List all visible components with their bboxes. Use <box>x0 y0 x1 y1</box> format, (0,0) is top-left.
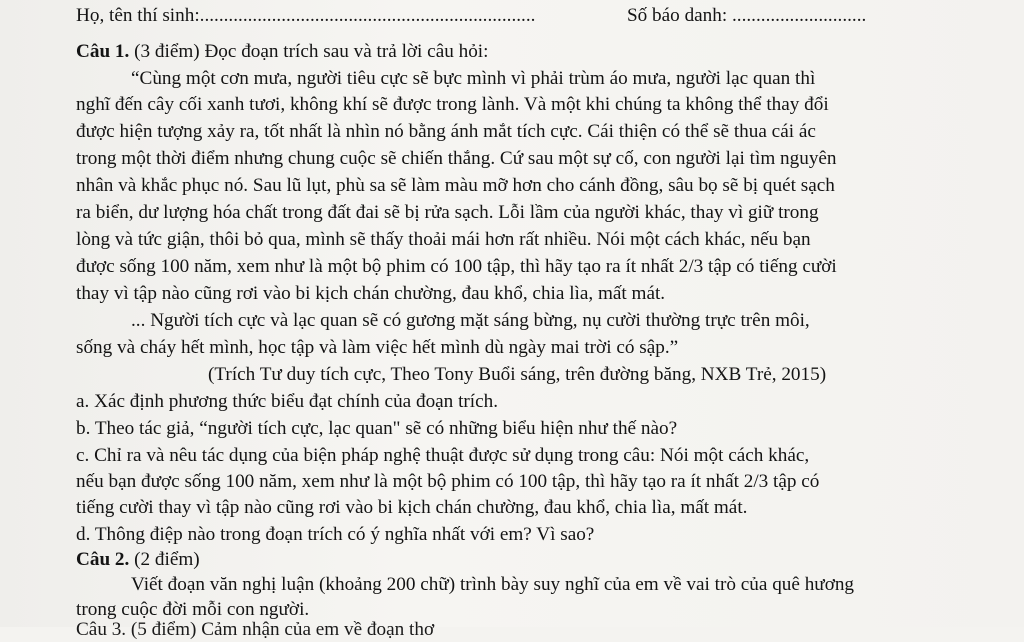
passage-line: “Cùng một cơn mưa, người tiêu cực sẽ bực mình vì phải trùm áo mưa, người lạc quan thì <box>131 68 816 89</box>
q1-label: Câu 1. <box>76 41 130 62</box>
q2-heading <box>76 548 200 572</box>
passage-line: nhân và khắc phục nó. Sau lũ lụt, phù sa sẽ làm màu mỡ hơn cho cánh đồng, sâu bọ sẽ bị quét sạch <box>76 175 835 196</box>
question-item-c-cont: nếu bạn được sống 100 năm, xem như là một bộ phim có 100 tập, thì hãy tạo ra ít nhất 2/3 tập có <box>76 471 820 492</box>
question-item-c-cont: tiếng cười thay vì tập nào cũng rơi vào bi kịch chán chường, đau khổ, chia lìa, mất mát. <box>76 497 748 518</box>
passage-source: (Trích Tư duy tích cực, Theo Tony Buổi sáng, trên đường băng, NXB Trẻ, 2015) <box>208 364 827 385</box>
candidate-name-field: Họ, tên thí sinh:...................................................................... <box>76 5 536 26</box>
q1-heading <box>76 40 488 64</box>
passage-line: nghĩ đến cây cối xanh tươi, không khí sẽ được trong lành. Và một khi chúng ta không thể thay đổi <box>76 94 829 115</box>
candidate-id-field: Số báo danh: ............................ <box>627 5 867 26</box>
q2-points: (2 điểm) <box>129 549 200 570</box>
q3-partial-line: Câu 3. (5 điểm) Cảm nhận của em về đoạn thơ <box>76 619 435 640</box>
q1-intro: (3 điểm) Đọc đoạn trích sau và trả lời câu hỏi: <box>129 41 489 62</box>
question-item-c: c. Chỉ ra và nêu tác dụng của biện pháp nghệ thuật được sử dụng trong câu: Nói một cách khác, <box>76 445 810 466</box>
passage-line: thay vì tập nào cũng rơi vào bi kịch chán chường, đau khổ, chia lìa, mất mát. <box>76 283 666 304</box>
question-item-d: d. Thông điệp nào trong đoạn trích có ý nghĩa nhất với em? Vì sao? <box>76 524 595 545</box>
question-item-b: b. Theo tác giả, “người tích cực, lạc quan" sẽ có những biểu hiện như thế nào? <box>76 418 678 439</box>
question-item-a: a. Xác định phương thức biểu đạt chính của đoạn trích. <box>76 391 499 412</box>
passage-line: được sống 100 năm, xem như là một bộ phim có 100 tập, thì hãy tạo ra ít nhất 2/3 tập có tiếng cười <box>76 256 837 277</box>
passage-line: ra biển, dư lượng hóa chất trong đất đai sẽ bị rửa sạch. Lỗi lầm của người khác, thay vì giữ trong <box>76 202 819 223</box>
q2-text-line: Viết đoạn văn nghị luận (khoảng 200 chữ) trình bày suy nghĩ của em về vai trò của quê hương <box>131 574 855 595</box>
passage-line: được hiện tượng xảy ra, tốt nhất là nhìn nó bằng ánh mắt tích cực. Cái thiện có thể sẽ thua cái ác <box>76 121 816 142</box>
passage-line: trong một thời điểm nhưng chung cuộc sẽ chiến thắng. Cứ sau một sự cố, con người lại tìm nguyên <box>76 148 837 169</box>
passage-line: lòng và tức giận, thôi bỏ qua, mình sẽ thấy thoải mái hơn rất nhiều. Nói một cách khác, nếu bạn <box>76 229 811 250</box>
q2-text-line: trong cuộc đời mỗi con người. <box>76 599 310 620</box>
q2-label: Câu 2. <box>76 549 130 570</box>
passage-line: ... Người tích cực và lạc quan sẽ có gương mặt sáng bừng, nụ cười thường trực trên môi, <box>131 310 810 331</box>
passage-line: sống và cháy hết mình, học tập và làm việc hết mình dù ngày mai trời có sập.” <box>76 337 679 358</box>
